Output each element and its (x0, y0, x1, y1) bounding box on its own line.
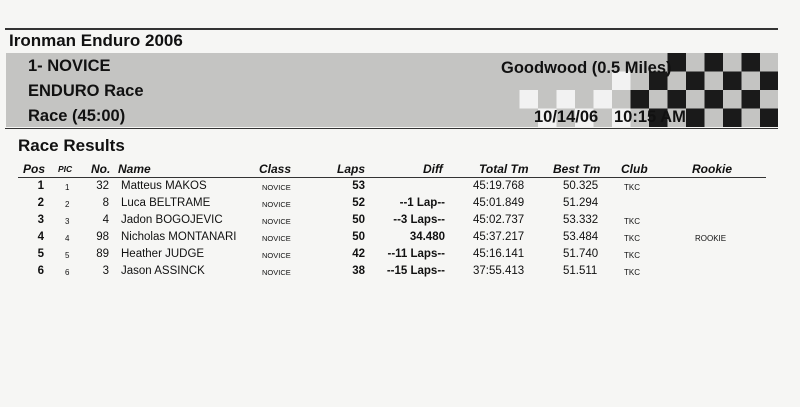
table-row (0, 246, 800, 263)
cell-laps: 50 (352, 231, 365, 243)
top-rule (5, 28, 778, 30)
cell-club: TKC (624, 183, 640, 192)
cell-no: 98 (96, 231, 109, 243)
cell-club: TKC (624, 234, 640, 243)
race-banner (6, 53, 778, 127)
col-pos: Pos (23, 162, 46, 176)
cell-name: Jadon BOGOJEVIC (121, 214, 223, 226)
cell-total: 45:16.141 (473, 248, 525, 260)
event-title: Ironman Enduro 2006 (9, 31, 183, 50)
cell-pos: 5 (37, 248, 44, 260)
cell-class: NOVICE (262, 268, 291, 277)
col-class: Class (259, 162, 292, 176)
table-row (0, 263, 800, 280)
col-diff: Diff (423, 162, 443, 176)
cell-class: NOVICE (262, 200, 291, 209)
cell-diff: 34.480 (409, 231, 445, 243)
cell-club: TKC (624, 217, 640, 226)
race-name: ENDURO Race (28, 82, 144, 100)
cell-total: 45:01.849 (473, 197, 525, 209)
cell-name: Matteus MAKOS (121, 180, 207, 192)
cell-laps: 42 (352, 248, 365, 260)
cell-pos: 1 (37, 180, 44, 192)
cell-no: 32 (96, 180, 109, 192)
col-best: Best Tm (553, 162, 601, 176)
cell-diff: --3 Laps-- (393, 214, 445, 226)
cell-class: NOVICE (262, 217, 291, 226)
cell-no: 8 (102, 197, 109, 209)
cell-best: 50.325 (563, 180, 599, 192)
table-row (0, 229, 800, 246)
section-title: Race Results (18, 136, 125, 155)
cell-total: 37:55.413 (473, 265, 525, 277)
cell-laps: 38 (352, 265, 365, 277)
col-name: Name (118, 162, 151, 176)
cell-best: 51.294 (563, 197, 599, 209)
cell-pos: 6 (37, 265, 44, 277)
cell-class: NOVICE (262, 234, 291, 243)
cell-best: 51.740 (563, 248, 599, 260)
cell-total: 45:02.737 (473, 214, 525, 226)
cell-diff: --15 Laps-- (386, 265, 445, 277)
cell-pos: 3 (37, 214, 44, 226)
cell-pic: 1 (65, 183, 70, 192)
cell-diff: --1 Lap-- (399, 197, 445, 209)
cell-total: 45:37.217 (473, 231, 525, 243)
cell-name: Heather JUDGE (121, 248, 205, 260)
col-laps: Laps (337, 162, 366, 176)
race-class: 1- NOVICE (28, 57, 111, 75)
race-duration: Race (45:00) (28, 107, 126, 125)
cell-pic: 6 (65, 268, 70, 277)
cell-laps: 50 (352, 214, 365, 226)
track-name: Goodwood (0.5 Miles) (501, 59, 672, 77)
col-rookie: Rookie (692, 162, 733, 176)
cell-class: NOVICE (262, 251, 291, 260)
cell-total: 45:19.768 (473, 180, 525, 192)
cell-no: 3 (102, 265, 109, 277)
race-date: 10/14/06 (534, 108, 599, 126)
cell-best: 53.332 (563, 214, 599, 226)
banner-rule (5, 128, 778, 129)
cell-laps: 52 (352, 197, 365, 209)
cell-no: 4 (102, 214, 109, 226)
cell-pic: 2 (65, 200, 70, 209)
cell-name: Jason ASSINCK (121, 265, 205, 277)
race-time: 10:15 AM (614, 108, 686, 126)
cell-name: Luca BELTRAME (121, 197, 211, 209)
cell-club: TKC (624, 251, 640, 260)
cell-pic: 3 (65, 217, 70, 226)
cell-diff: --11 Laps-- (387, 248, 445, 260)
table-row (0, 212, 800, 229)
cell-name: Nicholas MONTANARI (121, 231, 237, 243)
cell-pic: 5 (65, 251, 70, 260)
col-club: Club (621, 162, 648, 176)
cell-rookie: ROOKIE (695, 234, 727, 243)
cell-club: TKC (624, 268, 640, 277)
cell-best: 53.484 (563, 231, 599, 243)
table-row (0, 195, 800, 212)
col-no: No. (91, 162, 111, 176)
table-row (0, 178, 800, 195)
col-pic: PIC (58, 164, 73, 174)
col-total: Total Tm (479, 162, 529, 176)
cell-laps: 53 (352, 180, 365, 192)
cell-best: 51.511 (563, 265, 598, 277)
cell-pos: 4 (37, 231, 44, 243)
cell-pic: 4 (65, 234, 70, 243)
cell-pos: 2 (37, 197, 44, 209)
cell-class: NOVICE (262, 183, 291, 192)
cell-no: 89 (96, 248, 109, 260)
